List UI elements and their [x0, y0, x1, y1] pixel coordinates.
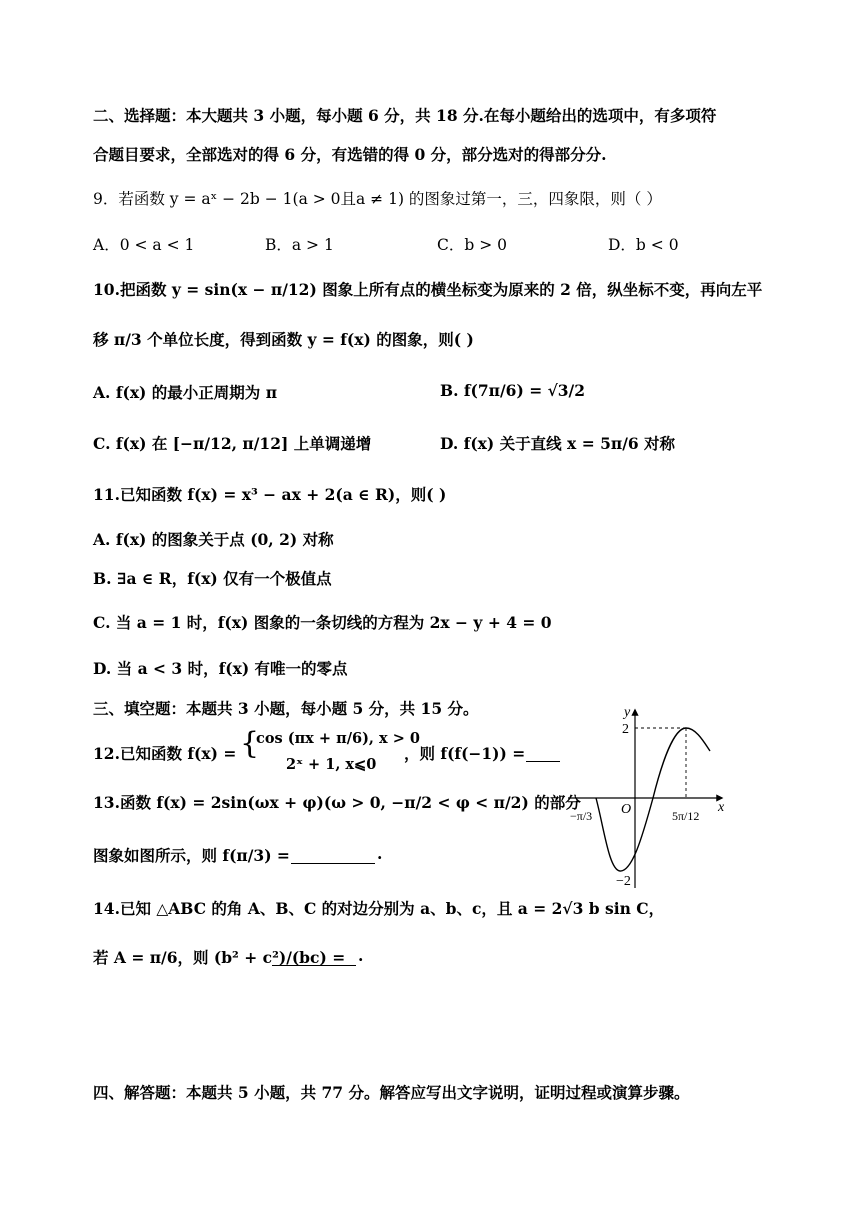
q10-stem-2: 移 π/3 个单位长度，得到函数 y = f(x) 的图象，则( ) [93, 330, 474, 349]
q9-option-d: D．b < 0 [608, 236, 679, 254]
q13-stem: 13.函数 f(x) = 2sin(ωx + φ)(ω > 0, −π/2 < φ < π/2) 的部分 [93, 793, 581, 812]
q11-option-a: A. f(x) 的图象关于点 (0, 2) 对称 [93, 530, 334, 549]
q9-option-b: B．a > 1 [265, 236, 334, 254]
q11-stem: 11.已知函数 f(x) = x³ − ax + 2(a ∈ R)，则( ) [93, 485, 447, 504]
q9-stem: 9．若函数 y = aˣ − 2b − 1(a > 0且a ≠ 1) 的图象过第一，三，四象限，则（ ） [93, 190, 662, 208]
q10-option-a: A. f(x) 的最小正周期为 π [93, 383, 278, 402]
section2-title: 二、选择题：本大题共 3 小题，每小题 6 分，共 18 分.在每小题给出的选项中，有多项符 [93, 106, 717, 125]
q12-case-1: cos (πx + π/6), x > 0 [256, 730, 421, 747]
q14-end: . [358, 946, 364, 965]
q9-option-c: C．b > 0 [437, 236, 507, 254]
origin-label: O [621, 802, 632, 817]
x-right-label: 5π/12 [672, 809, 700, 823]
q12-brace: { [240, 726, 260, 761]
section2-title-cont: 合题目要求，全部选对的得 6 分，有选错的得 0 分，部分选对的得部分分. [93, 145, 607, 164]
sine-curve [596, 728, 710, 871]
q10-option-c: C. f(x) 在 [−π/12, π/12] 上单调递增 [93, 434, 372, 453]
x-left-label: −π/3 [570, 809, 593, 823]
q12-suffix: ，则 f(f(−1)) = [404, 744, 526, 763]
q12-prefix: 12.已知函数 f(x) = [93, 744, 237, 763]
q12-case-2: 2ˣ + 1, x⩽0 [286, 756, 377, 773]
q9-option-a: A．0 < a < 1 [93, 236, 195, 254]
q12-answer-blank[interactable] [526, 747, 560, 762]
section3-title: 三、填空题：本题共 3 小题，每小题 5 分，共 15 分。 [93, 699, 479, 718]
q13-stem-2: 图象如图所示，则 f(π/3) = [93, 846, 290, 865]
q10-option-d: D. f(x) 关于直线 x = 5π/6 对称 [440, 434, 676, 453]
q13-answer-blank[interactable] [291, 849, 375, 864]
q11-option-d: D. 当 a < 3 时，f(x) 有唯一的零点 [93, 659, 348, 678]
q10-option-b: B. f(7π/6) = √3/2 [440, 381, 586, 400]
q14-stem: 14.已知 △ABC 的角 A、B、C 的对边分别为 a、b、c，且 a = 2√3 b sin C， [93, 899, 665, 918]
q14-answer-blank[interactable] [272, 951, 356, 966]
y-max-label: 2 [622, 722, 629, 737]
section4-title: 四、解答题：本题共 5 小题，共 77 分。解答应写出文字说明，证明过程或演算步骤。 [93, 1083, 690, 1102]
y-min-label: −2 [616, 874, 631, 889]
q14-stem-2: 若 A = π/6，则 (b² + c²)/(bc) = [93, 948, 346, 967]
y-axis-label: y [624, 705, 631, 720]
q13-end: . [377, 844, 383, 863]
q11-option-b: B. ∃a ∈ R，f(x) 仅有一个极值点 [93, 569, 332, 588]
q10-stem-1: 10.把函数 y = sin(x − π/12) 图象上所有点的横坐标变为原来的 2 倍，纵坐标不变，再向左平 [93, 280, 763, 299]
sine-graph [562, 698, 742, 893]
q11-option-c: C. 当 a = 1 时，f(x) 图象的一条切线的方程为 2x − y + 4 = 0 [93, 613, 552, 632]
x-axis-label: x [718, 800, 725, 815]
